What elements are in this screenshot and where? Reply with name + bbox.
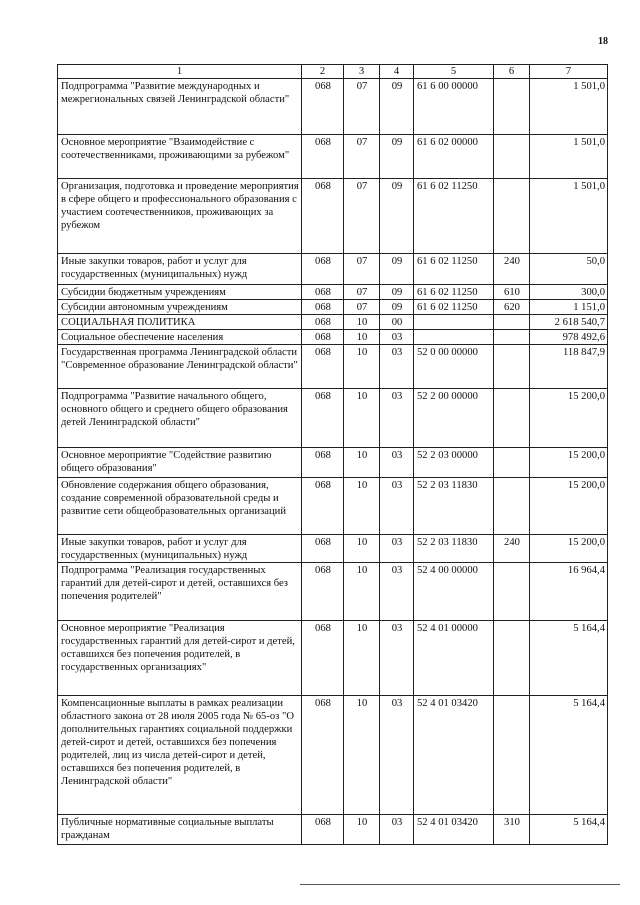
bottom-rule [300, 884, 620, 885]
item-name: Иные закупки товаров, работ и услуг для государственных (муниципальных) нужд [58, 535, 302, 563]
item-name: Субсидии бюджетным учреждениям [58, 285, 302, 300]
expense-type-cell [494, 345, 530, 389]
subsection-cell: 03 [380, 345, 414, 389]
target-code-cell: 52 2 03 11830 [414, 535, 494, 563]
expense-type-cell: 310 [494, 815, 530, 845]
section-cell: 10 [344, 535, 380, 563]
target-code-cell: 61 6 02 00000 [414, 135, 494, 179]
item-name: СОЦИАЛЬНАЯ ПОЛИТИКА [58, 315, 302, 330]
item-name: Основное мероприятие "Содействие развитию общего образования" [58, 448, 302, 478]
table-row [58, 300, 608, 315]
item-name: Социальное обеспечение населения [58, 330, 302, 345]
target-code-cell: 52 2 03 11830 [414, 478, 494, 535]
amount-cell: 1 501,0 [530, 135, 608, 179]
table-row [58, 696, 608, 815]
code-cell: 068 [302, 478, 344, 535]
subsection-cell: 03 [380, 621, 414, 696]
section-cell: 10 [344, 621, 380, 696]
section-cell: 10 [344, 389, 380, 448]
target-code-cell: 52 4 01 00000 [414, 621, 494, 696]
target-code-cell: 61 6 02 11250 [414, 285, 494, 300]
code-cell: 068 [302, 345, 344, 389]
column-header: 1 [58, 65, 302, 79]
table-row [58, 179, 608, 254]
target-code-cell: 61 6 02 11250 [414, 254, 494, 285]
section-cell: 10 [344, 478, 380, 535]
table-row [58, 535, 608, 563]
amount-cell: 5 164,4 [530, 621, 608, 696]
expense-type-cell [494, 135, 530, 179]
expense-type-cell [494, 696, 530, 815]
column-header: 5 [414, 65, 494, 79]
expense-type-cell [494, 179, 530, 254]
item-name: Государственная программа Ленинградской области "Современное образование Ленинградской области" [58, 345, 302, 389]
table-row [58, 315, 608, 330]
subsection-cell: 03 [380, 563, 414, 621]
code-cell: 068 [302, 815, 344, 845]
section-cell: 07 [344, 285, 380, 300]
code-cell: 068 [302, 79, 344, 135]
code-cell: 068 [302, 179, 344, 254]
code-cell: 068 [302, 621, 344, 696]
subsection-cell: 03 [380, 696, 414, 815]
section-cell: 10 [344, 448, 380, 478]
subsection-cell: 03 [380, 535, 414, 563]
page-number: 18 [598, 36, 608, 47]
target-code-cell: 52 4 01 03420 [414, 815, 494, 845]
amount-cell: 5 164,4 [530, 815, 608, 845]
amount-cell: 15 200,0 [530, 448, 608, 478]
table-row [58, 285, 608, 300]
section-cell: 07 [344, 300, 380, 315]
table-row [58, 448, 608, 478]
subsection-cell: 03 [380, 478, 414, 535]
column-header: 7 [530, 65, 608, 79]
expense-type-cell: 240 [494, 535, 530, 563]
target-code-cell [414, 315, 494, 330]
code-cell: 068 [302, 389, 344, 448]
target-code-cell: 61 6 00 00000 [414, 79, 494, 135]
code-cell: 068 [302, 448, 344, 478]
subsection-cell: 03 [380, 815, 414, 845]
expense-type-cell: 610 [494, 285, 530, 300]
expense-type-cell [494, 621, 530, 696]
code-cell: 068 [302, 254, 344, 285]
item-name: Иные закупки товаров, работ и услуг для государственных (муниципальных) нужд [58, 254, 302, 285]
subsection-cell: 03 [380, 448, 414, 478]
target-code-cell: 52 4 00 00000 [414, 563, 494, 621]
table-row [58, 815, 608, 845]
item-name: Организация, подготовка и проведение мероприятия в сфере общего и профессионального образования с участием соотечественников, проживающих за рубежом [58, 179, 302, 254]
amount-cell: 15 200,0 [530, 535, 608, 563]
table-row [58, 330, 608, 345]
code-cell: 068 [302, 285, 344, 300]
column-header: 4 [380, 65, 414, 79]
target-code-cell: 61 6 02 11250 [414, 300, 494, 315]
section-cell: 10 [344, 345, 380, 389]
code-cell: 068 [302, 300, 344, 315]
code-cell: 068 [302, 135, 344, 179]
subsection-cell: 09 [380, 300, 414, 315]
amount-cell: 15 200,0 [530, 478, 608, 535]
table-row [58, 254, 608, 285]
item-name: Компенсационные выплаты в рамках реализации областного закона от 28 июля 2005 года № 65-оз "О дополнительных гарантиях социальной поддержки детей-сирот и детей, оставшихся без попечения родителей, лиц из числа детей-сирот и детей, оставшихся без попечения родителей, в Ленинградской области" [58, 696, 302, 815]
expense-type-cell [494, 330, 530, 345]
table-row [58, 621, 608, 696]
expense-type-cell [494, 389, 530, 448]
column-header-row [58, 65, 608, 79]
table-row [58, 345, 608, 389]
amount-cell: 16 964,4 [530, 563, 608, 621]
amount-cell: 300,0 [530, 285, 608, 300]
expense-type-cell [494, 563, 530, 621]
section-cell: 07 [344, 135, 380, 179]
target-code-cell: 52 2 03 00000 [414, 448, 494, 478]
item-name: Субсидии автономным учреждениям [58, 300, 302, 315]
section-cell: 10 [344, 563, 380, 621]
expense-type-cell: 240 [494, 254, 530, 285]
amount-cell: 15 200,0 [530, 389, 608, 448]
code-cell: 068 [302, 315, 344, 330]
section-cell: 10 [344, 330, 380, 345]
item-name: Основное мероприятие "Взаимодействие с соотечественниками, проживающими за рубежом" [58, 135, 302, 179]
section-cell: 10 [344, 315, 380, 330]
expense-type-cell [494, 79, 530, 135]
amount-cell: 118 847,9 [530, 345, 608, 389]
target-code-cell: 52 2 00 00000 [414, 389, 494, 448]
table-row [58, 135, 608, 179]
section-cell: 07 [344, 179, 380, 254]
table-row [58, 389, 608, 448]
subsection-cell: 09 [380, 135, 414, 179]
item-name: Основное мероприятие "Реализация государственных гарантий для детей-сирот и детей, оставшихся без попечения родителей, в государственных организациях" [58, 621, 302, 696]
expense-type-cell: 620 [494, 300, 530, 315]
amount-cell: 50,0 [530, 254, 608, 285]
target-code-cell: 52 0 00 00000 [414, 345, 494, 389]
item-name: Подпрограмма "Реализация государственных гарантий для детей-сирот и детей, оставшихся без попечения родителей" [58, 563, 302, 621]
subsection-cell: 09 [380, 285, 414, 300]
target-code-cell: 61 6 02 11250 [414, 179, 494, 254]
amount-cell: 1 501,0 [530, 79, 608, 135]
code-cell: 068 [302, 696, 344, 815]
subsection-cell: 09 [380, 179, 414, 254]
target-code-cell: 52 4 01 03420 [414, 696, 494, 815]
amount-cell: 1 501,0 [530, 179, 608, 254]
target-code-cell [414, 330, 494, 345]
subsection-cell: 00 [380, 315, 414, 330]
amount-cell: 978 492,6 [530, 330, 608, 345]
column-header: 3 [344, 65, 380, 79]
subsection-cell: 03 [380, 389, 414, 448]
column-header: 2 [302, 65, 344, 79]
table-row [58, 478, 608, 535]
table-row [58, 79, 608, 135]
budget-table [57, 64, 608, 845]
subsection-cell: 09 [380, 79, 414, 135]
expense-type-cell [494, 478, 530, 535]
item-name: Подпрограмма "Развитие международных и межрегиональных связей Ленинградской области" [58, 79, 302, 135]
code-cell: 068 [302, 563, 344, 621]
expense-type-cell [494, 448, 530, 478]
table-row [58, 563, 608, 621]
item-name: Подпрограмма "Развитие начального общего, основного общего и среднего общего образования детей Ленинградской области" [58, 389, 302, 448]
column-header: 6 [494, 65, 530, 79]
section-cell: 07 [344, 79, 380, 135]
section-cell: 10 [344, 815, 380, 845]
section-cell: 10 [344, 696, 380, 815]
subsection-cell: 03 [380, 330, 414, 345]
section-cell: 07 [344, 254, 380, 285]
code-cell: 068 [302, 535, 344, 563]
expense-type-cell [494, 315, 530, 330]
amount-cell: 2 618 540,7 [530, 315, 608, 330]
subsection-cell: 09 [380, 254, 414, 285]
item-name: Публичные нормативные социальные выплаты гражданам [58, 815, 302, 845]
code-cell: 068 [302, 330, 344, 345]
item-name: Обновление содержания общего образования, создание современной образовательной среды и развитие сети общеобразовательных организаций [58, 478, 302, 535]
amount-cell: 5 164,4 [530, 696, 608, 815]
amount-cell: 1 151,0 [530, 300, 608, 315]
